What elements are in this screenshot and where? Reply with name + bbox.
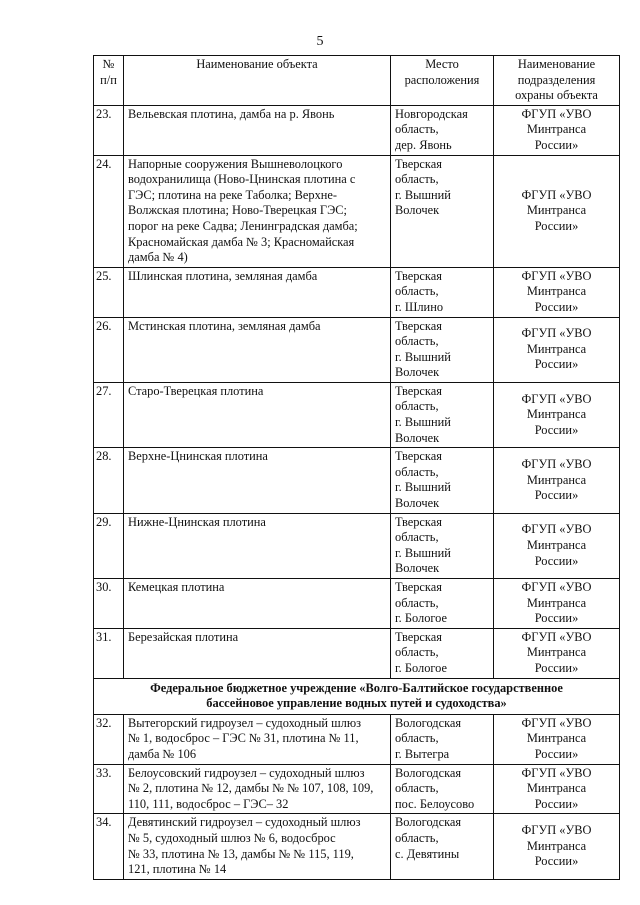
table-row (94, 448, 620, 513)
table-row (94, 382, 620, 447)
security-unit: ФГУП «УВО Минтранса России» (494, 317, 620, 382)
row-number: 27. (94, 382, 124, 447)
security-unit: ФГУП «УВО Минтранса России» (494, 579, 620, 629)
object-location: Вологодская область, пос. Белоусово (391, 764, 494, 814)
header-location: Место расположения (391, 56, 494, 106)
row-number: 30. (94, 579, 124, 629)
security-unit: ФГУП «УВО Минтранса России» (494, 764, 620, 814)
object-location: Тверская область, г. Шлино (391, 267, 494, 317)
security-unit: ФГУП «УВО Минтранса России» (494, 448, 620, 513)
security-unit: ФГУП «УВО Минтранса России» (494, 105, 620, 155)
table-row (94, 155, 620, 267)
security-unit: ФГУП «УВО Минтранса России» (494, 814, 620, 879)
object-location: Тверская область, г. Бологое (391, 628, 494, 678)
row-number: 25. (94, 267, 124, 317)
object-name: Мстинская плотина, земляная дамба (124, 317, 391, 382)
object-location: Вологодская область, с. Девятины (391, 814, 494, 879)
object-location: Тверская область, г. Вышний Волочек (391, 382, 494, 447)
security-unit: ФГУП «УВО Минтранса России» (494, 513, 620, 578)
section-heading-row (94, 678, 620, 714)
row-number: 26. (94, 317, 124, 382)
object-location: Тверская область, г. Вышний Волочек (391, 513, 494, 578)
header-security-unit: Наименование подразделения охраны объекта (494, 56, 620, 106)
object-location: Вологодская область, г. Вытегра (391, 714, 494, 764)
object-location: Новгородская область, дер. Явонь (391, 105, 494, 155)
object-name: Вытегорский гидроузел – судоходный шлюз № 1, водосброс – ГЭС № 31, плотина № 11, дамба № 106 (124, 714, 391, 764)
object-name: Вельевская плотина, дамба на р. Явонь (124, 105, 391, 155)
object-location: Тверская область, г. Вышний Волочек (391, 448, 494, 513)
object-location: Тверская область, г. Бологое (391, 579, 494, 629)
section-heading: Федеральное бюджетное учреждение «Волго-Балтийское государственное бассейновое управление водных путей и судоходства» (94, 678, 620, 714)
security-unit: ФГУП «УВО Минтранса России» (494, 714, 620, 764)
table-row (94, 628, 620, 678)
table-row (94, 317, 620, 382)
object-name: Березайская плотина (124, 628, 391, 678)
table-row (94, 764, 620, 814)
object-name: Нижне-Цнинская плотина (124, 513, 391, 578)
table-row (94, 579, 620, 629)
table-header-row (94, 56, 620, 106)
row-number: 33. (94, 764, 124, 814)
page-number: 5 (316, 34, 324, 49)
object-location: Тверская область, г. Вышний Волочек (391, 155, 494, 267)
row-number: 34. (94, 814, 124, 879)
security-unit: ФГУП «УВО Минтранса России» (494, 155, 620, 267)
object-location: Тверская область, г. Вышний Волочек (391, 317, 494, 382)
object-name: Старо-Тверецкая плотина (124, 382, 391, 447)
object-name: Шлинская плотина, земляная дамба (124, 267, 391, 317)
security-unit: ФГУП «УВО Минтранса России» (494, 628, 620, 678)
row-number: 29. (94, 513, 124, 578)
row-number: 28. (94, 448, 124, 513)
header-object-name: Наименование объекта (124, 56, 391, 106)
object-name: Кемецкая плотина (124, 579, 391, 629)
table-row (94, 513, 620, 578)
table-row (94, 105, 620, 155)
row-number: 31. (94, 628, 124, 678)
object-name: Напорные сооружения Вышневолоцкого водохранилища (Ново-Цнинская плотина с ГЭС; плотина на реке Таболка; Верхне- Волжская плотина; Ново-Тверецкая ГЭС; порог на реке Садва; Ленинградская дамба; Красномайская дамба № 3; Красномайская дамба № 4) (124, 155, 391, 267)
object-name: Белоусовский гидроузел – судоходный шлюз № 2, плотина № 12, дамбы № № 107, 108, 109, 110, 111, водосброс – ГЭС– 32 (124, 764, 391, 814)
security-unit: ФГУП «УВО Минтранса России» (494, 267, 620, 317)
row-number: 23. (94, 105, 124, 155)
security-unit: ФГУП «УВО Минтранса России» (494, 382, 620, 447)
object-name: Верхне-Цнинская плотина (124, 448, 391, 513)
table-row (94, 814, 620, 879)
header-number: № п/п (94, 56, 124, 106)
table-row (94, 267, 620, 317)
row-number: 24. (94, 155, 124, 267)
object-name: Девятинский гидроузел – судоходный шлюз № 5, судоходный шлюз № 6, водосброс № 33, плотина № 13, дамбы № № 115, 119, 121, плотина № 14 (124, 814, 391, 879)
table-row (94, 714, 620, 764)
objects-table (93, 55, 620, 880)
row-number: 32. (94, 714, 124, 764)
